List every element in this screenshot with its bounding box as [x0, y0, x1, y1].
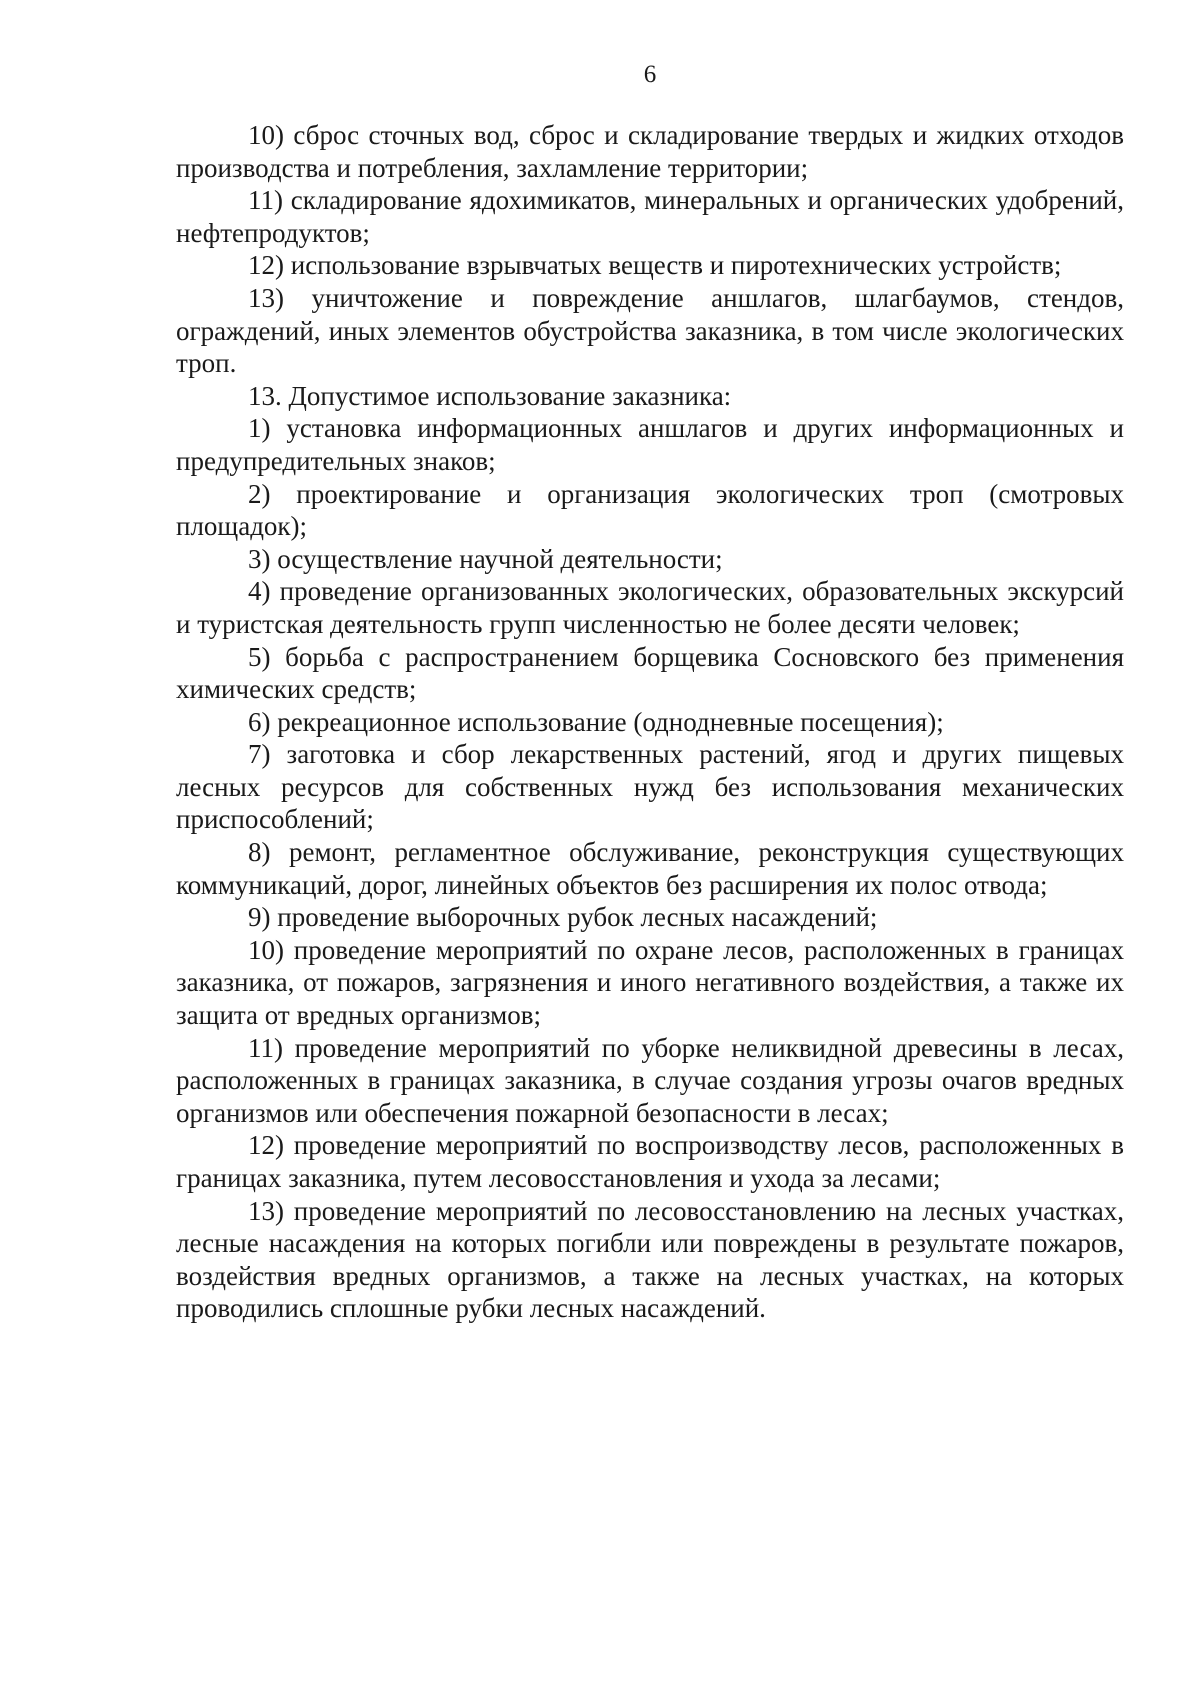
- section-heading-permitted-use: 13. Допустимое использование заказника:: [248, 380, 732, 411]
- paragraph-permitted-1: 1) установка информационных аншлагов и других информационных и предупредительных знаков;: [176, 413, 1124, 476]
- paragraph-prohibited-12: 12) использование взрывчатых веществ и пиротехнических устройств;: [248, 250, 1062, 281]
- paragraph-permitted-5: 5) борьба с распространением борщевика Сосновского без применения химических средств;: [176, 641, 1124, 705]
- paragraph-permitted-12: 12) проведение мероприятий по воспроизводству лесов, расположенных в границах заказника, путем лесовосстановления и ухода за лесами;: [176, 1130, 1124, 1193]
- paragraph-permitted-7: 7) заготовка и сбор лекарственных растений, ягод и других пищевых лесных ресурсов для собственных нужд без использования механических приспособлений;: [176, 739, 1124, 835]
- paragraph-permitted-2: 2) проектирование и организация экологических троп (смотровых площадок);: [176, 478, 1124, 542]
- paragraph-permitted-13: 13) проведение мероприятий по лесовосстановлению на лесных участках, лесные насаждения на которых погибли или повреждены в результате пожаров, воздействия вредных организмов, а также на лесных участках, на которых проводились сплошные рубки лесных насаждений.: [176, 1195, 1124, 1324]
- document-body: [176, 119, 1124, 1325]
- page-number: 6: [643, 61, 657, 88]
- paragraph-permitted-11: 11) проведение мероприятий по уборке неликвидной древесины в лесах, расположенных в границах заказника, в случае создания угрозы очагов вредных организмов или обеспечения пожарной безопасности в лесах;: [176, 1032, 1124, 1128]
- paragraph-prohibited-13: 13) уничтожение и повреждение аншлагов, шлагбаумов, стендов, ограждений, иных элементов обустройства заказника, в том числе экологических троп.: [176, 282, 1124, 379]
- paragraph-prohibited-11: 11) складирование ядохимикатов, минеральных и органических удобрений, нефтепродуктов;: [176, 185, 1124, 248]
- paragraph-permitted-6: 6) рекреационное использование (однодневные посещения);: [248, 706, 944, 737]
- paragraph-permitted-4: 4) проведение организованных экологических, образовательных экскурсий и туристская деятельность групп численностью не более десяти человек;: [176, 576, 1124, 639]
- paragraph-permitted-9: 9) проведение выборочных рубок лесных насаждений;: [248, 902, 878, 933]
- paragraph-permitted-8: 8) ремонт, регламентное обслуживание, реконструкция существующих коммуникаций, дорог, линейных объектов без расширения их полос отвода;: [176, 837, 1124, 900]
- paragraph-permitted-10: 10) проведение мероприятий по охране лесов, расположенных в границах заказника, от пожаров, загрязнения и иного негативного воздействия, а также их защита от вредных организмов;: [176, 934, 1124, 1031]
- paragraph-permitted-3: 3) осуществление научной деятельности;: [248, 543, 723, 574]
- paragraph-prohibited-10: 10) сброс сточных вод, сброс и складирование твердых и жидких отходов производства и потребления, захламление территории;: [176, 120, 1124, 183]
